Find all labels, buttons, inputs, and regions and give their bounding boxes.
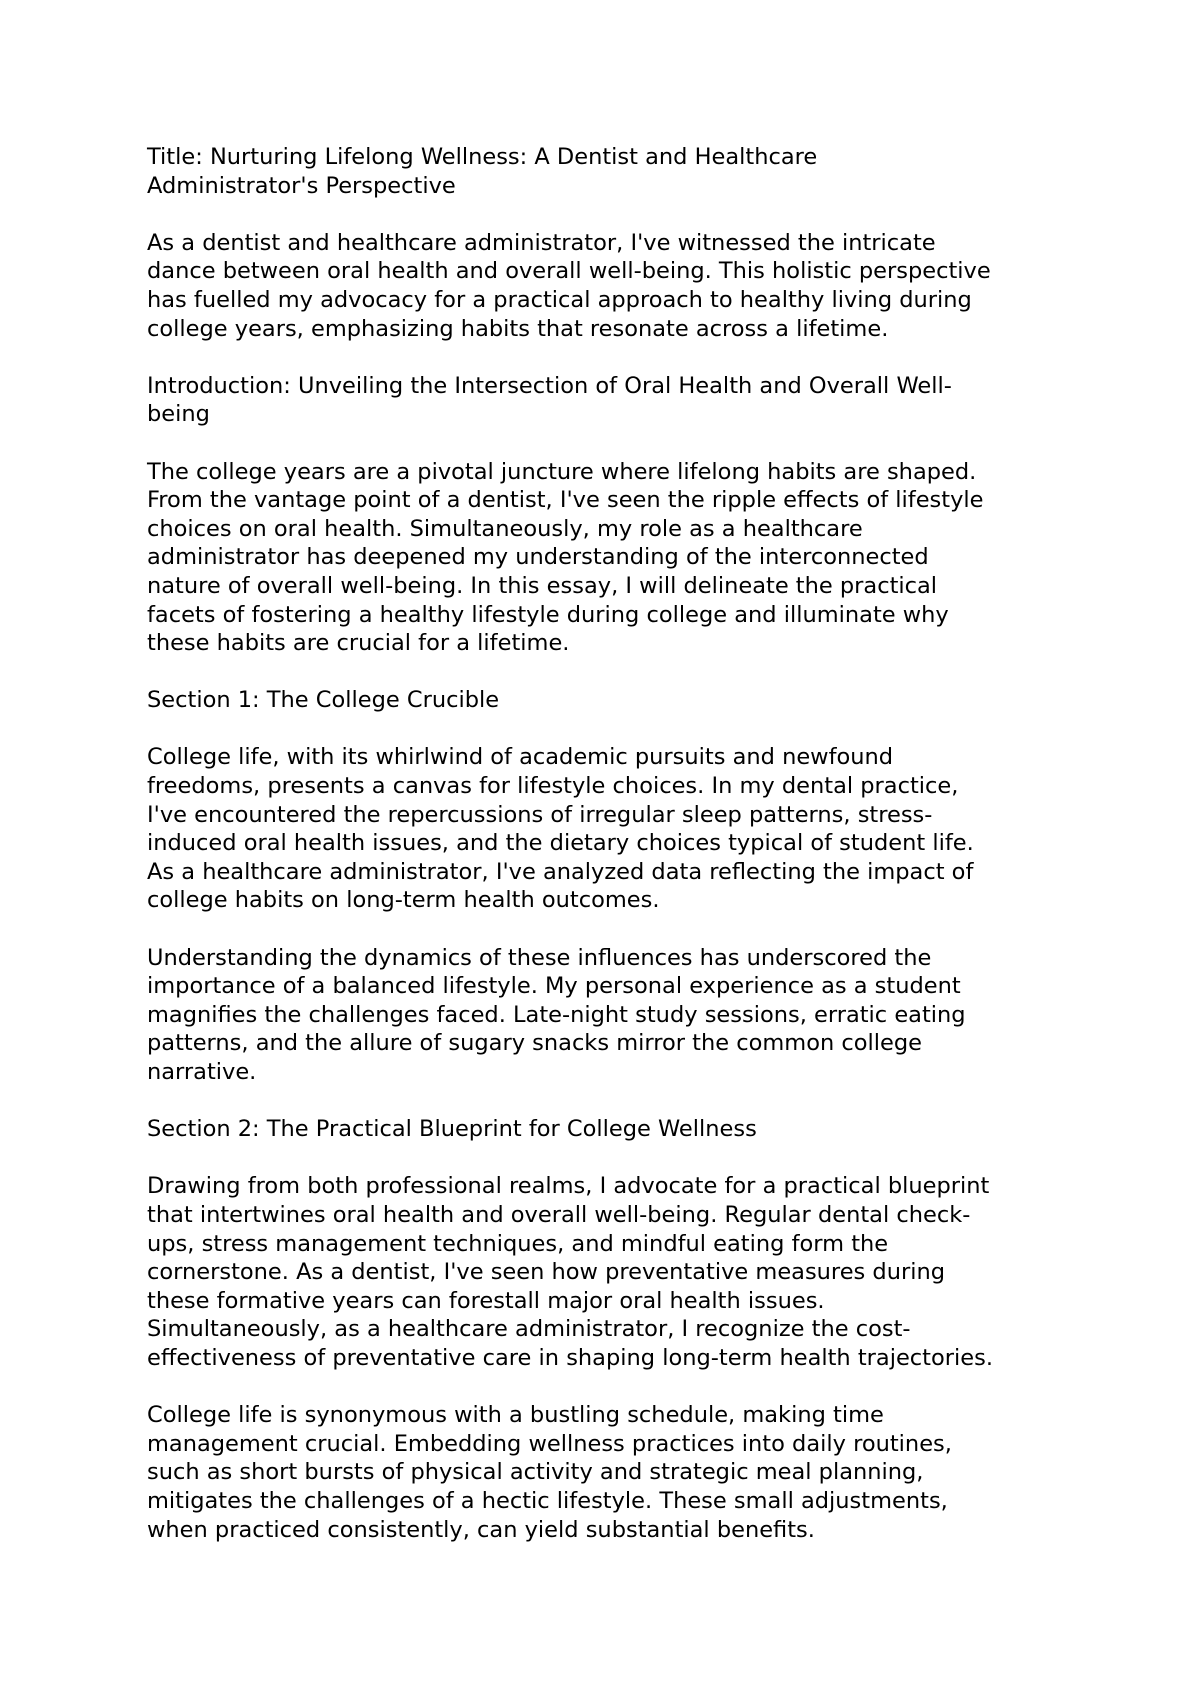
text-line: effectiveness of preventative care in shaping long-term health trajectories. bbox=[147, 1344, 993, 1371]
text-line: magnifies the challenges faced. Late-night study sessions, erratic eating bbox=[147, 1001, 966, 1028]
text-line: Administrator's Perspective bbox=[147, 172, 456, 199]
text-line: college habits on long-term health outcomes. bbox=[147, 887, 660, 914]
text-line: College life is synonymous with a bustling schedule, making time bbox=[147, 1402, 884, 1429]
paragraph-introduction-body bbox=[147, 458, 1077, 658]
text-line: mitigates the challenges of a hectic lifestyle. These small adjustments, bbox=[147, 1487, 948, 1514]
text-line: when practiced consistently, can yield substantial benefits. bbox=[147, 1516, 815, 1543]
paragraph-section-2-body-1 bbox=[147, 1172, 1077, 1372]
text-line: cornerstone. As a dentist, I've seen how preventative measures during bbox=[147, 1259, 945, 1286]
text-line: induced oral health issues, and the dietary choices typical of student life. bbox=[147, 830, 974, 857]
text-line: nature of overall well-being. In this essay, I will delineate the practical bbox=[147, 572, 938, 599]
text-line: importance of a balanced lifestyle. My personal experience as a student bbox=[147, 973, 961, 1000]
text-line: College life, with its whirlwind of academic pursuits and newfound bbox=[147, 744, 894, 771]
paragraph-section-2-body-2 bbox=[147, 1401, 1077, 1544]
text-line: such as short bursts of physical activity and strategic meal planning, bbox=[147, 1459, 924, 1486]
text-line: that intertwines oral health and overall well-being. Regular dental check- bbox=[147, 1201, 971, 1228]
text-line: these habits are crucial for a lifetime. bbox=[147, 630, 570, 657]
text-line: freedoms, presents a canvas for lifestyle choices. In my dental practice, bbox=[147, 773, 959, 800]
paragraph-introduction-heading bbox=[147, 372, 1077, 429]
text-line: From the vantage point of a dentist, I've seen the ripple effects of lifestyle bbox=[147, 487, 984, 514]
document-body bbox=[147, 143, 1077, 1573]
text-line: The college years are a pivotal juncture where lifelong habits are shaped. bbox=[147, 458, 977, 485]
text-line: Understanding the dynamics of these influences has underscored the bbox=[147, 944, 932, 971]
paragraph-opening bbox=[147, 229, 1077, 343]
text-line: has fuelled my advocacy for a practical approach to healthy living during bbox=[147, 286, 972, 313]
text-line: Simultaneously, as a healthcare administrator, I recognize the cost- bbox=[147, 1316, 911, 1343]
text-line: administrator has deepened my understanding of the interconnected bbox=[147, 544, 929, 571]
text-line: Drawing from both professional realms, I advocate for a practical blueprint bbox=[147, 1173, 990, 1200]
paragraph-title bbox=[147, 143, 1077, 200]
text-line: dance between oral health and overall well-being. This holistic perspective bbox=[147, 258, 991, 285]
text-line: choices on oral health. Simultaneously, my role as a healthcare bbox=[147, 515, 863, 542]
text-line: patterns, and the allure of sugary snacks mirror the common college bbox=[147, 1030, 922, 1057]
paragraph-section-1-body-2 bbox=[147, 944, 1077, 1087]
text-line: college years, emphasizing habits that resonate across a lifetime. bbox=[147, 315, 889, 342]
text-line: Title: Nurturing Lifelong Wellness: A Dentist and Healthcare bbox=[147, 144, 818, 170]
text-line: narrative. bbox=[147, 1059, 257, 1085]
text-line: Section 2: The Practical Blueprint for College Wellness bbox=[147, 1116, 757, 1143]
text-line: I've encountered the repercussions of irregular sleep patterns, stress- bbox=[147, 801, 933, 828]
text-line: being bbox=[147, 401, 210, 428]
text-line: Introduction: Unveiling the Intersection of Oral Health and Overall Well- bbox=[147, 372, 952, 399]
text-line: ups, stress management techniques, and mindful eating form the bbox=[147, 1230, 889, 1257]
text-line: As a healthcare administrator, I've analyzed data reflecting the impact of bbox=[147, 858, 974, 885]
paragraph-section-2-heading bbox=[147, 1115, 1077, 1144]
text-line: management crucial. Embedding wellness practices into daily routines, bbox=[147, 1430, 952, 1457]
text-line: facets of fostering a healthy lifestyle during college and illuminate why bbox=[147, 601, 949, 628]
paragraph-section-1-body-1 bbox=[147, 743, 1077, 915]
text-line: Section 1: The College Crucible bbox=[147, 687, 500, 714]
text-line: As a dentist and healthcare administrator, I've witnessed the intricate bbox=[147, 229, 936, 256]
text-line: these formative years can forestall major oral health issues. bbox=[147, 1287, 825, 1314]
paragraph-section-1-heading bbox=[147, 686, 1077, 715]
